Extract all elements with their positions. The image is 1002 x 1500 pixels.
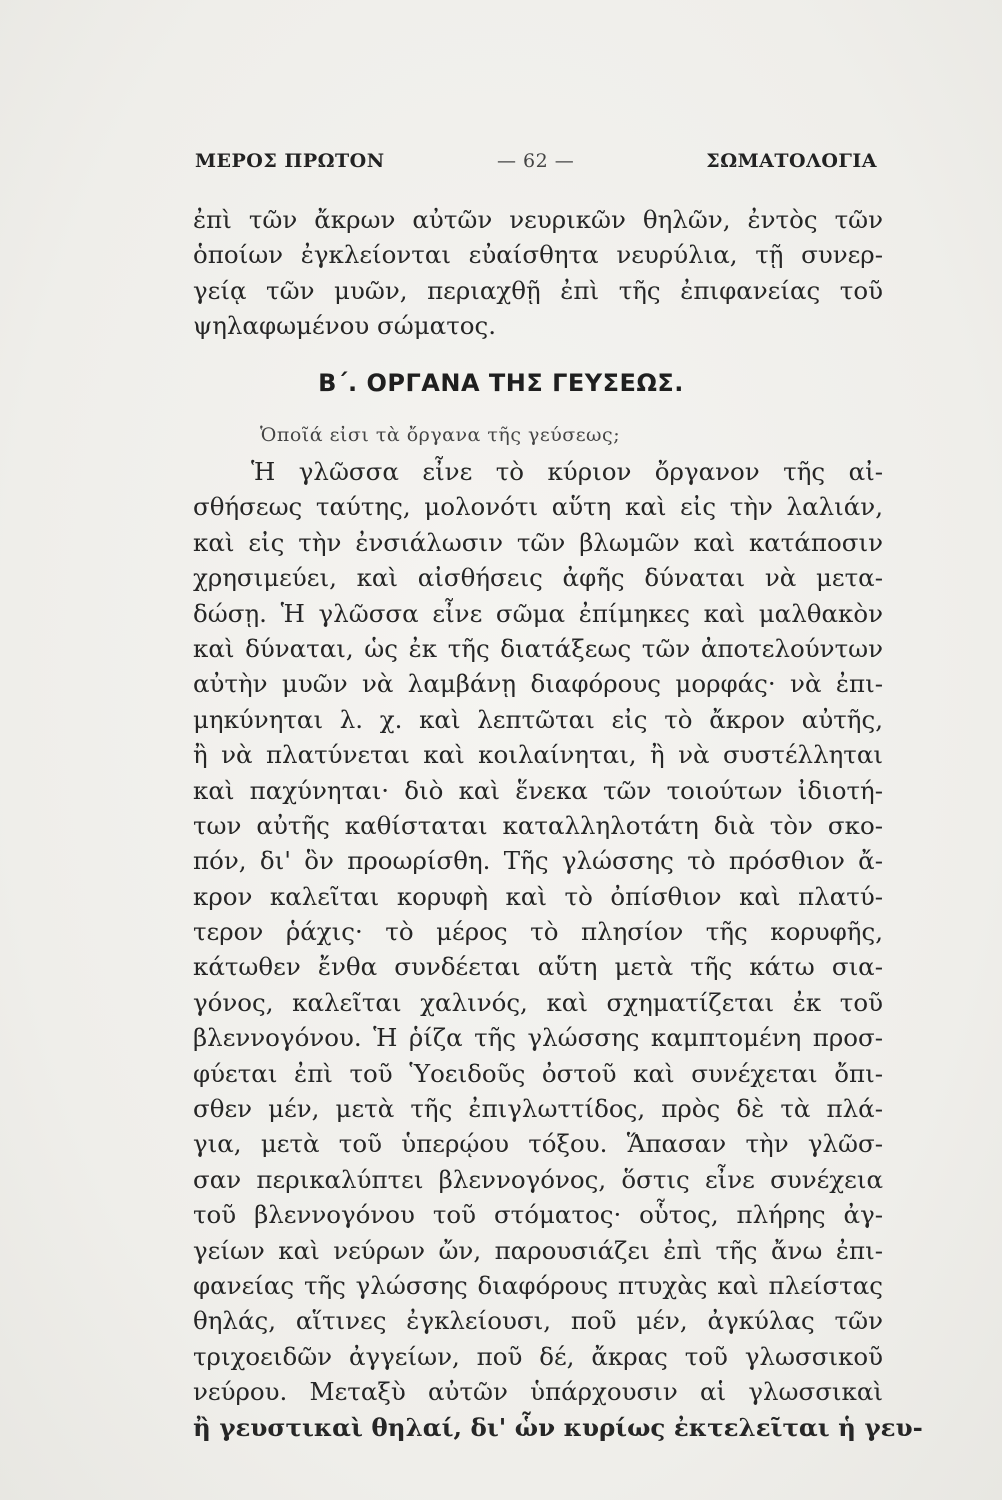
text-line: ψηλαφωμένου σώματος. — [193, 311, 497, 341]
text-line: των αὐτῆς καθίσταται καταλληλοτάτη διὰ τὸν σκο- — [193, 810, 883, 840]
text-line: αὐτὴν μυῶν νὰ λαμβάνῃ διαφόρους μορφάς· νὰ ἐπι- — [193, 669, 883, 699]
text-line: χρησιμεύει, καὶ αἰσθήσεις ἀφῆς δύναται νὰ μετα- — [193, 563, 883, 593]
text-line: φύεται ἐπὶ τοῦ Ὑοειδοῦς ὀστοῦ καὶ συνέχεται ὄπι- — [193, 1058, 883, 1088]
text-line: τριχοειδῶν ἀγγείων, ποῦ δέ, ἄκρας τοῦ γλωσσικοῦ — [193, 1341, 883, 1371]
text-line: βλεννογόνου. Ἡ ῥίζα τῆς γλώσσης καμπτομένη προσ- — [193, 1023, 883, 1053]
text-line: νεύρου. Μεταξὺ αὐτῶν ὑπάρχουσιν αἱ γλωσσικαὶ — [193, 1377, 883, 1407]
text-line: καὶ παχύνηται· διὸ καὶ ἕνεκα τῶν τοιούτων ἰδιοτή- — [193, 775, 883, 805]
text-line: ἢ γευστικαὶ θηλαί, δι' ὧν κυρίως ἐκτελεῖται ἡ γευ- — [193, 1412, 923, 1442]
text-line: σθήσεως ταύτης, μολονότι αὕτη καὶ εἰς τὴν λαλιάν, — [193, 492, 883, 522]
running-header — [195, 150, 877, 180]
text-line: κρον καλεῖται κορυφὴ καὶ τὸ ὀπίσθιον καὶ πλατύ- — [193, 881, 883, 911]
text-line: τερον ῥάχις· τὸ μέρος τὸ πλησίον τῆς κορυφῆς, — [193, 917, 883, 947]
text-line: για, μετὰ τοῦ ὑπερῴου τόξου. Ἅπασαν τὴν γλῶσ- — [193, 1129, 883, 1159]
text-line: σαν περικαλύπτει βλεννογόνος, ὅστις εἶνε συνέχεια — [193, 1164, 883, 1194]
text-line: ἐπὶ τῶν ἄκρων αὐτῶν νευρικῶν θηλῶν, ἐντὸς τῶν — [193, 205, 883, 234]
text-line: σθεν μέν, μετὰ τῆς ἐπιγλωττίδος, πρὸς δὲ τὰ πλά- — [193, 1094, 883, 1124]
text-line: ὁποίων ἐγκλείονται εὐαίσθητα νευρύλια, τῇ συνερ- — [193, 240, 883, 270]
text-line: γείᾳ τῶν μυῶν, περιαχθῇ ἐπὶ τῆς ἐπιφανείας τοῦ — [193, 275, 883, 305]
text-line: θηλάς, αἵτινες ἐγκλείουσι, ποῦ μέν, ἀγκύλας τῶν — [193, 1306, 883, 1336]
text-line: κάτωθεν ἔνθα συνδέεται αὕτη μετὰ τῆς κάτω σια- — [193, 952, 883, 982]
text-line: καὶ δύναται, ὡς ἐκ τῆς διατάξεως τῶν ἀποτελούντων — [193, 633, 883, 663]
section-question: Ὁποῖά εἰσι τὰ ὄργανα τῆς γεύσεως; — [260, 424, 621, 446]
section-heading: Β΄. ΟΡΓΑΝΑ ΤΗΣ ΓΕΥΣΕΩΣ. — [318, 369, 684, 397]
text-line: φανείας τῆς γλώσσης διαφόρους πτυχὰς καὶ πλείστας — [193, 1270, 883, 1300]
text-line: Ἡ γλῶσσα εἶνε τὸ κύριον ὄργανον τῆς αἰ- — [251, 457, 883, 486]
paragraph-main — [193, 454, 923, 1445]
header-subject: ΣΩΜΑΤΟΛΟΓΙΑ — [706, 150, 877, 172]
text-line: πόν, δι' ὃν προωρίσθη. Τῆς γλώσσης τὸ πρόσθιον ἄ- — [193, 846, 883, 876]
text-line: τοῦ βλεννογόνου τοῦ στόματος· οὗτος, πλήρης ἀγ- — [193, 1200, 883, 1230]
text-line: δώσῃ. Ἡ γλῶσσα εἶνε σῶμα ἐπίμηκες καὶ μαλθακὸν — [193, 598, 883, 628]
text-line: μηκύνηται λ. χ. καὶ λεπτῶται εἰς τὸ ἄκρον αὐτῆς, — [193, 704, 883, 734]
text-line: καὶ εἰς τὴν ἐνσιάλωσιν τῶν βλωμῶν καὶ κατάποσιν — [193, 527, 883, 557]
text-line: γείων καὶ νεύρων ὤν, παρουσιάζει ἐπὶ τῆς ἄνω ἐπι- — [193, 1235, 883, 1265]
paragraph-continuation — [193, 202, 883, 344]
text-line: γόνος, καλεῖται χαλινός, καὶ σχηματίζεται ἐκ τοῦ — [193, 987, 883, 1017]
page-number: — 62 — — [497, 150, 575, 172]
text-line: ἢ νὰ πλατύνεται καὶ κοιλαίνηται, ἢ νὰ συστέλληται — [193, 740, 883, 770]
header-part-title: ΜΕΡΟΣ ΠΡΩΤΟΝ — [195, 150, 385, 172]
